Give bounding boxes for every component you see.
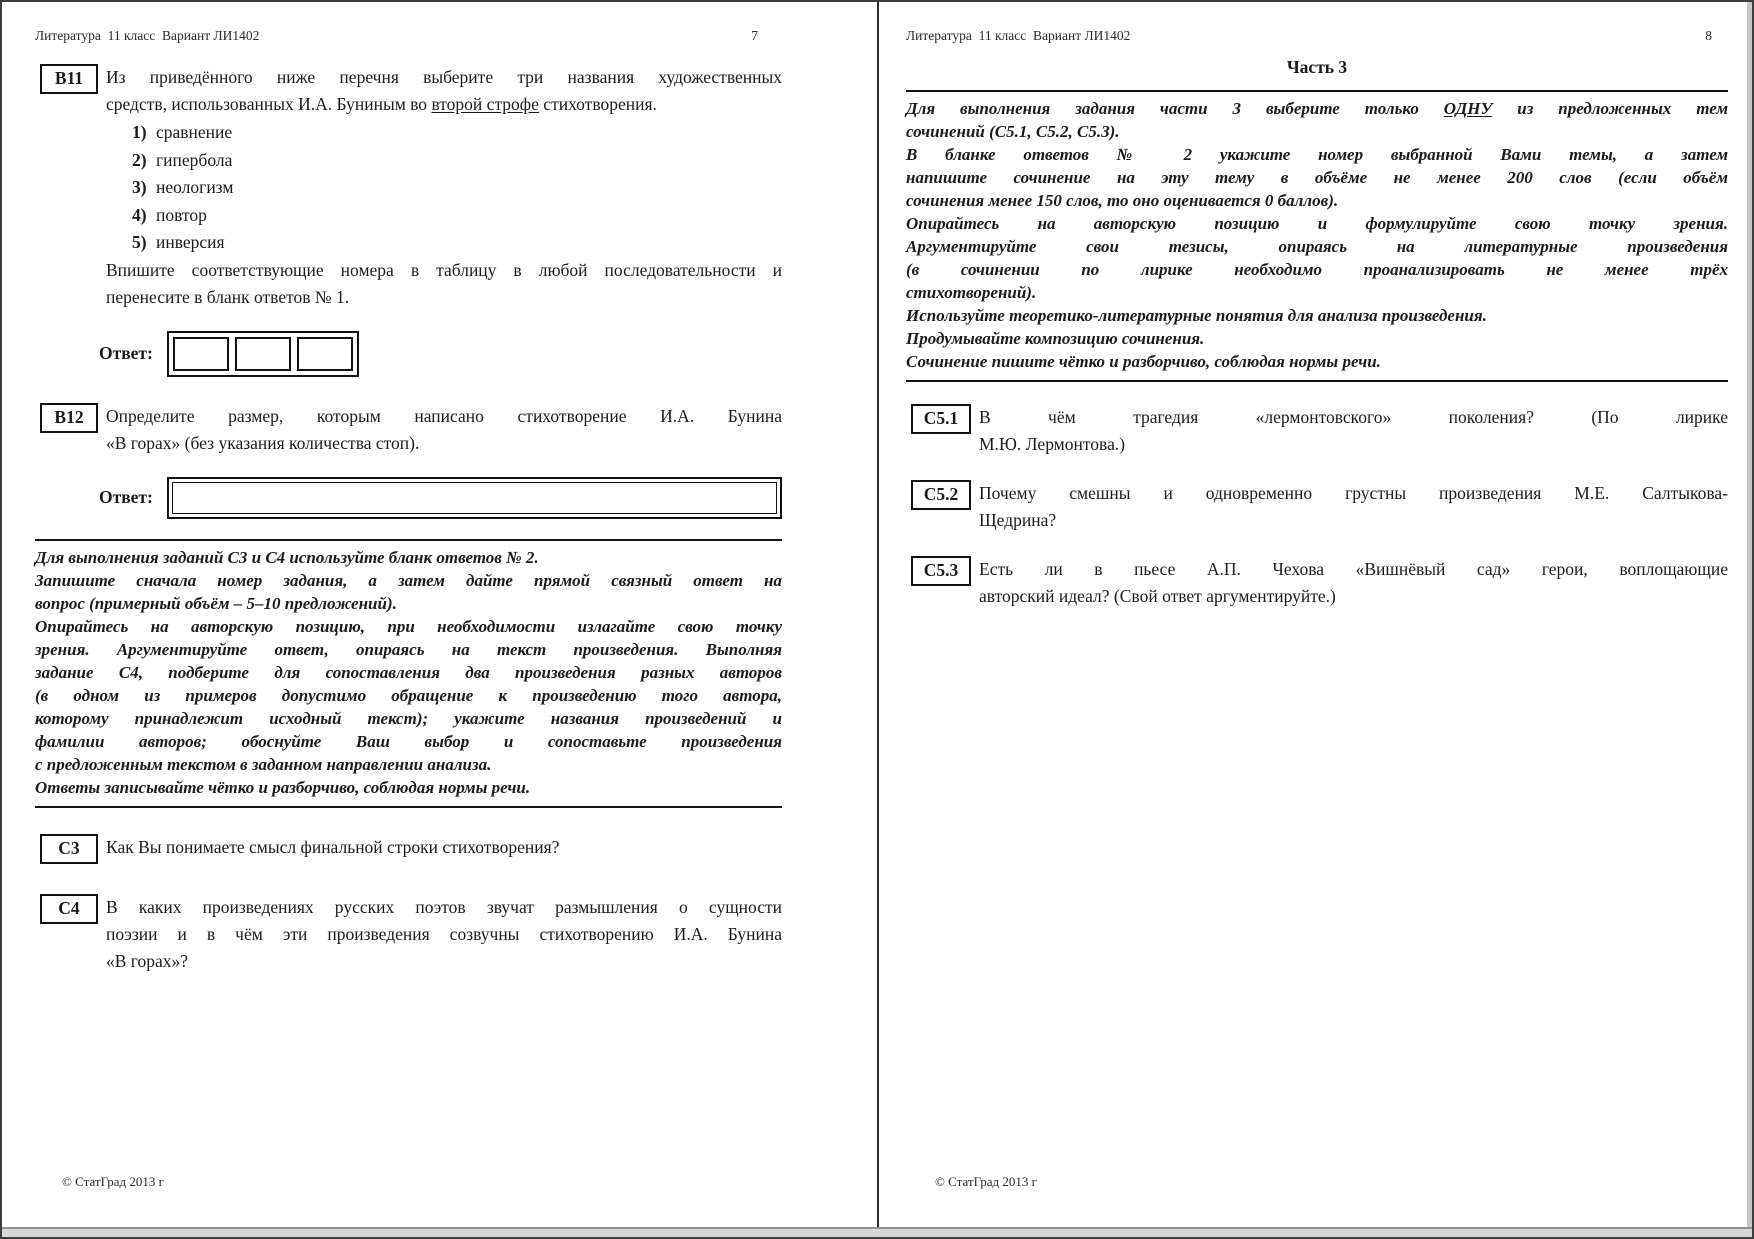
footer-copyright: © СтатГрад 2013 г: [935, 1174, 1037, 1189]
task-c5-1-body: [979, 404, 1728, 458]
guideline-line: Сочинение пишите чётко и разборчиво, соблюдая нормы речи.: [906, 352, 1381, 371]
task-c3-text-line: Как Вы понимаете смысл финальной строки стихотворения?: [106, 836, 560, 857]
guideline-line: Аргументируйте свои тезисы, опираясь на литературные произведения: [906, 237, 1728, 256]
task-b11-body: [106, 64, 782, 311]
header-title: Литература 11 класс Вариант ЛИ1402: [906, 28, 1131, 43]
option-number: 5): [132, 232, 147, 252]
task-b12-text-line: Определите размер, которым написано стихотворение И.А. Бунина: [106, 405, 782, 426]
task-c5-2: [906, 480, 1728, 534]
guideline-line: Опирайтесь на авторскую позицию, при необходимости излагайте свою точку: [35, 616, 782, 636]
task-c5-2-label: С5.2: [911, 480, 971, 510]
b11-answer-cell: [235, 337, 291, 371]
b11-answer-cell: [297, 337, 353, 371]
option-row: [132, 202, 782, 230]
task-b12-body: [106, 403, 782, 457]
answer-label: Ответ:: [99, 487, 153, 507]
page-number: 7: [751, 28, 758, 43]
guideline-line: сочинения менее 150 слов, то оно оценивается 0 баллов).: [906, 191, 1339, 210]
b11-answer-row: [99, 331, 782, 377]
guideline-line: Запишите сначала номер задания, а затем дайте прямой связный ответ на: [35, 570, 782, 590]
task-c4-body: [106, 894, 782, 975]
option-label: неологизм: [156, 177, 234, 197]
page-7-content: [35, 28, 782, 975]
task-b11-text-line: Из приведённого ниже перечня выберите три названия художественных: [106, 67, 782, 87]
guideline-line: (в одном из примеров допустимо обращение к произведению того автора,: [35, 685, 782, 705]
page-header: [35, 28, 782, 44]
task-b11-text-line: средств, использованных И.А. Буниным во второй строфе стихотворения.: [106, 94, 657, 114]
header-title: Литература 11 класс Вариант ЛИ1402: [35, 28, 260, 43]
task-c5-2-text-line: Почему смешны и одновременно грустны произведения М.Е. Салтыкова-: [979, 483, 1728, 503]
b11-answer-grid: [167, 331, 359, 377]
b11-answer-cell: [173, 337, 229, 371]
guideline-line: Продумывайте композицию сочинения.: [906, 329, 1205, 348]
option-label: гипербола: [156, 149, 233, 170]
task-c5-3-text-line: авторский идеал? (Свой ответ аргументируйте.): [979, 586, 1336, 606]
option-number: 4): [132, 204, 147, 225]
task-c3-label: С3: [40, 834, 98, 864]
task-c4-text-line: В каких произведениях русских поэтов звучат размышления о сущности: [106, 896, 782, 917]
task-c3-body: [106, 834, 782, 861]
guideline-line: с предложенным текстом в заданном направлении анализа.: [35, 754, 492, 774]
footer-copyright: © СтатГрад 2013 г: [62, 1174, 164, 1189]
part-title: Часть 3: [1286, 57, 1348, 77]
page-divider: [877, 2, 879, 1229]
task-b12-text-line: «В горах» (без указания количества стоп).: [106, 432, 420, 453]
task-b11-label: В11: [40, 64, 98, 94]
option-number: 1): [132, 122, 147, 142]
task-c5-1-label: С5.1: [911, 404, 971, 434]
b12-answer-row: [99, 477, 782, 519]
underlined-phrase: второй строфе: [431, 94, 539, 114]
guideline-line: фамилии авторов; обоснуйте Ваш выбор и сопоставьте произведения: [35, 731, 782, 751]
task-c3: [35, 834, 782, 864]
b11-instruction-line: Впишите соответствующие номера в таблицу в любой последовательности и: [106, 259, 782, 280]
guideline-line: В бланке ответов № 2 укажите номер выбранной Вами темы, а затем: [906, 145, 1728, 164]
guideline-line: (в сочинении по лирике необходимо проанализировать не менее трёх: [906, 260, 1728, 279]
page-number: 8: [1705, 28, 1712, 43]
option-row: [132, 229, 782, 257]
task-c5-3-text-line: Есть ли в пьесе А.П. Чехова «Вишнёвый сад» герои, воплощающие: [979, 559, 1728, 579]
page-8: [879, 2, 1747, 1228]
option-number: 2): [132, 149, 147, 170]
task-c4-text-line: поэзии и в чём эти произведения созвучны стихотворению И.А. Бунина: [106, 923, 782, 944]
page-7: [2, 2, 877, 1228]
task-c5-1-text-line: В чём трагедия «лермонтовского» поколения? (По лирике: [979, 407, 1728, 427]
guideline-line: Опирайтесь на авторскую позицию и формулируйте свою точку зрения.: [906, 214, 1728, 233]
guideline-line: напишите сочинение на эту тему в объёме не менее 200 слов (если объём: [906, 168, 1728, 187]
task-b11: [35, 64, 782, 311]
guideline-line: зрения. Аргументируйте ответ, опираясь на текст произведения. Выполняя: [35, 639, 782, 659]
b11-options: [132, 119, 782, 257]
b11-instruction-line: перенесите в бланк ответов № 1.: [106, 286, 350, 307]
guideline-line: Ответы записывайте чётко и разборчиво, соблюдая нормы речи.: [35, 777, 531, 797]
answer-label: Ответ:: [99, 343, 153, 363]
guideline-line: Для выполнения задания части 3 выберите только ОДНУ из предложенных тем: [906, 99, 1728, 118]
option-label: инверсия: [156, 232, 225, 252]
option-row: [132, 174, 782, 202]
task-c4: [35, 894, 782, 975]
task-c5-2-text-line: Щедрина?: [979, 510, 1057, 530]
option-label: сравнение: [156, 122, 233, 142]
page-8-content: [906, 28, 1728, 610]
guideline-line: Используйте теоретико-литературные понятия для анализа произведения.: [906, 306, 1487, 325]
guideline-line: стихотворений).: [906, 283, 1037, 302]
part3-guidelines: [906, 90, 1728, 382]
guideline-line: задание С4, подберите для сопоставления два произведения разных авторов: [35, 662, 782, 682]
guideline-line: которому принадлежит исходный текст); укажите названия произведений и: [35, 708, 782, 728]
guideline-line: вопрос (примерный объём – 5–10 предложений).: [35, 593, 397, 613]
task-c5-2-body: [979, 480, 1728, 534]
scan-bottom-edge: [2, 1227, 1752, 1237]
option-label: повтор: [156, 204, 207, 225]
underlined-word: ОДНУ: [1443, 99, 1493, 118]
task-b12: [35, 403, 782, 457]
task-c4-label: С4: [40, 894, 98, 924]
scan-right-edge: [1747, 2, 1752, 1229]
guideline-line: Для выполнения заданий С3 и С4 используйте бланк ответов № 2.: [35, 547, 539, 567]
task-c4-text-line: «В горах»?: [106, 950, 189, 971]
task-c5-3-label: С5.3: [911, 556, 971, 586]
page-header: [906, 28, 1728, 44]
task-c5-1: [906, 404, 1728, 458]
b12-answer-box: [167, 477, 782, 519]
c3-c4-guidelines: [35, 539, 782, 808]
guideline-line: сочинений (С5.1, С5.2, С5.3).: [906, 122, 1120, 141]
task-c5-1-text-line: М.Ю. Лермонтова.): [979, 434, 1126, 454]
option-number: 3): [132, 177, 147, 197]
task-c5-3-body: [979, 556, 1728, 610]
task-c5-3: [906, 556, 1728, 610]
task-b12-label: В12: [40, 403, 98, 433]
option-row: [132, 119, 782, 147]
option-row: [132, 147, 782, 175]
